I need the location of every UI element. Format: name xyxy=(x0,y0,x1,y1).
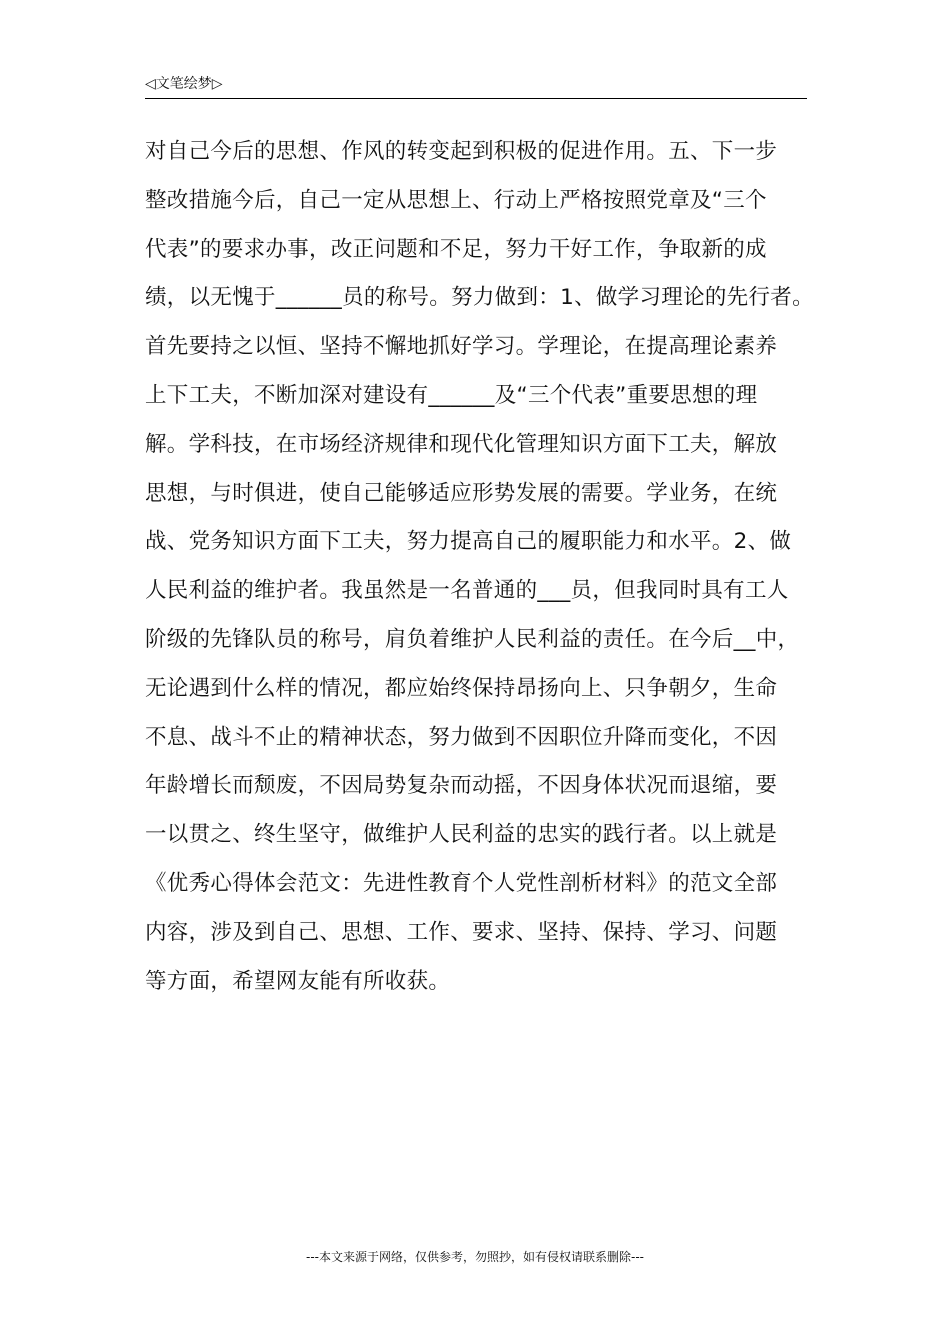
body-line: 不息、战斗不止的精神状态，努力做到不因职位升降而变化，不因 xyxy=(145,724,778,750)
body-line: 对自己今后的思想、作风的转变起到积极的促进作用。五、下一步 xyxy=(145,139,778,164)
body-line: 绩，以无愧于______员的称号。努力做到：1、做学习理论的先行者。 xyxy=(145,285,814,311)
header-title: ◁文笔绘梦▷ xyxy=(145,76,223,92)
body-line: 代表”的要求办事，改正问题和不足，努力干好工作，争取新的成 xyxy=(145,236,767,262)
body-line: 等方面，希望网友能有所收获。 xyxy=(145,968,451,994)
body-line: 《优秀心得体会范文：先进性教育个人党性剖析材料》的范文全部 xyxy=(145,870,778,896)
body-line: 首先要持之以恒、坚持不懈地抓好学习。学理论，在提高理论素养 xyxy=(145,334,778,360)
body-line: 解。学科技，在市场经济规律和现代化管理知识方面下工夫，解放 xyxy=(145,431,778,457)
body-line: 内容，涉及到自己、思想、工作、要求、坚持、保持、学习、问题 xyxy=(145,919,778,945)
body-line: 阶级的先锋队员的称号，肩负着维护人民利益的责任。在今后__中， xyxy=(145,626,800,652)
body-line: 无论遇到什么样的情况，都应始终保持昂扬向上、只争朝夕，生命 xyxy=(145,675,778,701)
page-header xyxy=(145,74,807,99)
footer-disclaimer: ---本文来源于网络，仅供参考，勿照抄，如有侵权请联系删除--- xyxy=(306,1250,644,1264)
body-line: 思想，与时俱进，使自己能够适应形势发展的需要。学业务，在统 xyxy=(145,480,778,506)
body-line: 人民利益的维护者。我虽然是一名普通的___员，但我同时具有工人 xyxy=(145,578,789,604)
body-line: 战、党务知识方面下工夫，努力提高自己的履职能力和水平。2、做 xyxy=(145,529,792,555)
body-line: 年龄增长而颓废，不因局势复杂而动摇，不因身体状况而退缩，要 xyxy=(145,773,778,799)
body-line: 上下工夫，不断加深对建设有______及“三个代表”重要思想的理 xyxy=(145,382,758,408)
body-line: 一以贯之、终生坚守，做维护人民利益的忠实的践行者。以上就是 xyxy=(145,822,778,848)
body-line: 整改措施今后，自己一定从思想上、行动上严格按照党章及“三个 xyxy=(145,187,767,213)
document-body xyxy=(145,134,814,1012)
